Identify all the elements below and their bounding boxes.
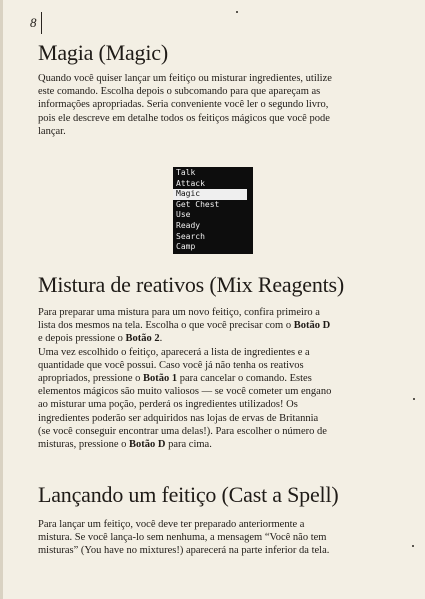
- section-title-lancando: Lançando um feitiço (Cast a Spell): [38, 482, 339, 507]
- menu-item-use: Use: [176, 210, 191, 220]
- menu-item-camp: Camp: [176, 242, 196, 252]
- text-line: este comando. Escolha depois o subcomando para que apareçam as: [38, 86, 321, 98]
- paragraph-lancando: [38, 518, 390, 558]
- text-line: pois ele descreve em detalhe todos os feitiços mágicos que você pode: [38, 112, 330, 124]
- menu-item-search: Search: [176, 231, 205, 241]
- button-reference: Botão D: [293, 320, 331, 332]
- text-line: Quando você quiser lançar um feitiço ou misturar ingredientes, utilize: [38, 73, 332, 84]
- text-line: mistura. Se você lança-lo sem nenhuma, a mensagem “Você não tem: [38, 532, 327, 544]
- text-span: lista dos mesmos na tela. Escolha o que você precisar com o: [38, 320, 294, 332]
- text-line: elementos mágicos são muito valiosos — se você cometer um engano: [38, 386, 332, 398]
- game-command-menu-screenshot: [173, 167, 253, 254]
- text-line: ingredientes poderão ser adquiridos nas lojas de ervas de Britannia: [38, 412, 319, 424]
- text-line: [38, 319, 390, 332]
- text-span: para cima.: [165, 439, 212, 451]
- text-line: [38, 438, 390, 451]
- button-reference: Botão 1: [142, 373, 178, 385]
- paper-speck: [236, 11, 238, 13]
- text-line: informações apropriadas. Seria conveniente você ler o segundo livro,: [38, 99, 329, 111]
- menu-item-magic-selected: Magic: [173, 189, 247, 200]
- text-line: quantidade que você possui. Caso você já não tenha os reativos: [38, 359, 304, 371]
- text-line: Para lançar um feitiço, você deve ter preparado anteriormente a: [38, 519, 305, 530]
- page-number-rule: [41, 12, 42, 34]
- text-line: (se você conseguir encontrar uma delas!). Para escolher o número de: [38, 425, 327, 437]
- text-span: misturas, pressione o: [38, 439, 129, 451]
- page-edge: [0, 0, 3, 599]
- page-number: 8: [30, 15, 37, 30]
- menu-item-ready: Ready: [176, 220, 201, 230]
- text-line: Para preparar uma mistura para um novo feitiço, confira primeiro a: [38, 307, 320, 318]
- menu-item-attack: Attack: [176, 178, 205, 188]
- text-line: lançar.: [38, 125, 66, 137]
- button-reference: Botão D: [129, 439, 166, 451]
- text-line: misturas” (You have no mixtures!) aparecerá na parte inferior da tela.: [38, 545, 330, 557]
- section-title-mistura: Mistura de reativos (Mix Reagents): [38, 272, 345, 297]
- menu-item-talk: Talk: [176, 168, 196, 177]
- paper-speck: [412, 545, 414, 547]
- paper-speck: [413, 398, 415, 400]
- text-line: [38, 372, 390, 385]
- paragraph-magia: [38, 72, 390, 138]
- paragraph-mistura: [38, 306, 390, 451]
- text-span: e depois pressione o: [38, 333, 126, 345]
- section-title-magia: Magia (Magic): [38, 40, 168, 65]
- menu-item-get-chest: Get Chest: [176, 199, 220, 209]
- text-span: .: [159, 333, 163, 345]
- text-span: apropriados, pressione o: [38, 373, 143, 385]
- text-span: para cancelar o comando. Estes: [177, 373, 312, 385]
- text-line: [38, 332, 390, 345]
- text-line: Uma vez escolhido o feitiço, aparecerá a lista de ingredientes e a: [38, 346, 310, 358]
- button-reference: Botão 2: [125, 333, 160, 345]
- text-line: ao misturar uma poção, perderá os ingredientes utilizados! Os: [38, 399, 298, 411]
